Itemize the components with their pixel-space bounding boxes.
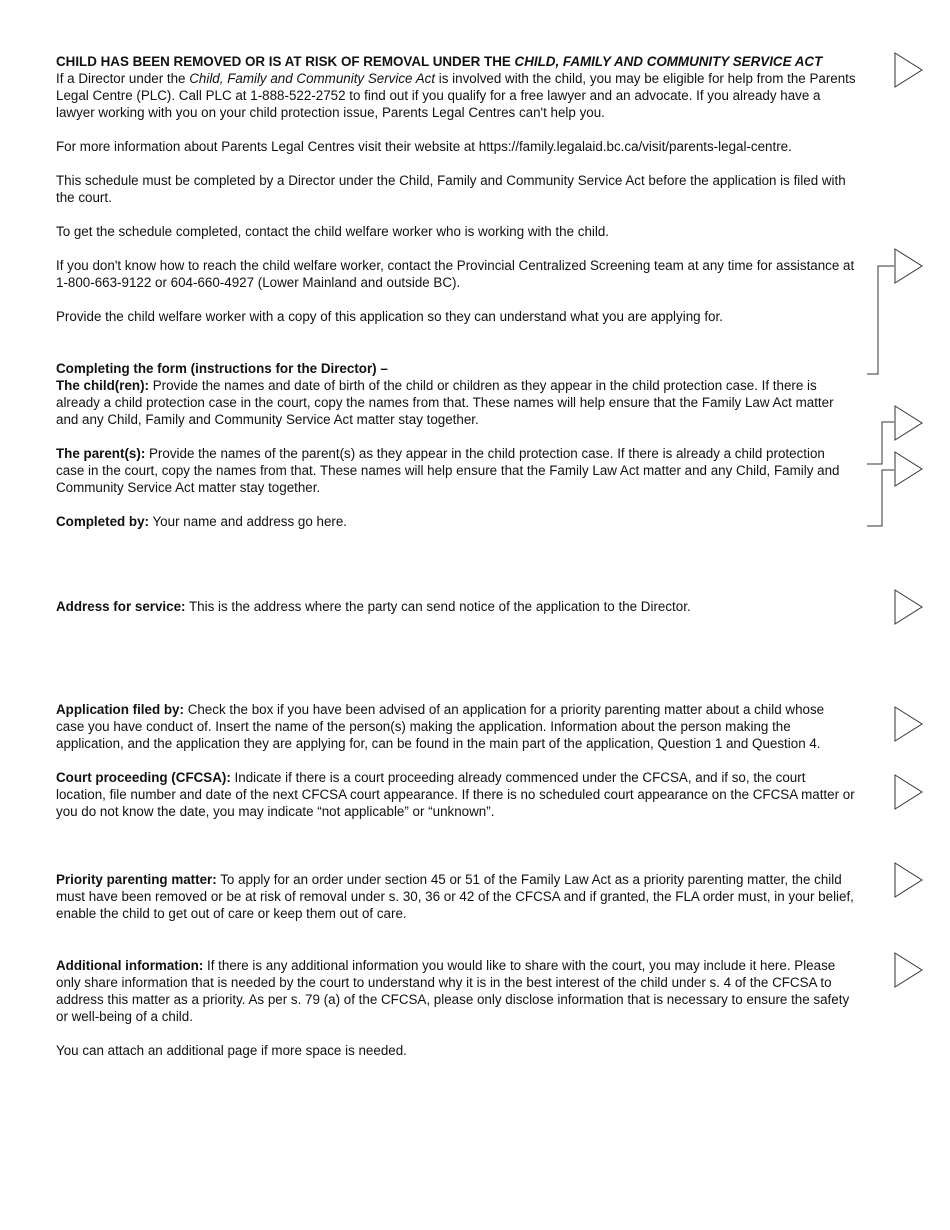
removal-section bbox=[56, 53, 856, 121]
completed-by-instructions: Completed by: Your name and address go here. bbox=[56, 514, 348, 529]
plc-website-text: For more information about Parents Legal Centres visit their website at https://family.legalaid.bc.ca/visit/parents-legal-centre. bbox=[56, 139, 792, 154]
address-for-service-instructions: Address for service: This is the address where the party can send notice of the application to the Director. bbox=[56, 599, 691, 614]
provide-copy-text: Provide the child welfare worker with a copy of this application so they can understand what you are applying for. bbox=[56, 309, 723, 324]
pointer-arrow-icon bbox=[894, 405, 924, 441]
attach-page-text: You can attach an additional page if more space is needed. bbox=[56, 1043, 407, 1058]
bracket-connector bbox=[866, 264, 896, 530]
pointer-arrow-icon bbox=[894, 952, 924, 988]
removal-intro: If a Director under the Child, Family and Community Service Act is involved with the child, you may be eligible for help from the Parents Legal Centre (PLC). Call PLC at 1-888-522-2752 to find out if you qualify for a free lawyer and an advocate. If you already have a lawyer working with you on your child protection issue, Parents Legal Centres can't help you. bbox=[56, 71, 856, 120]
priority-parenting-instructions: Priority parenting matter: To apply for an order under section 45 or 51 of the Family Law Act as a priority parenting matter, the child must have been removed or be at risk of removal under s. 30, 36 or 42 of the CFCSA and if granted, the FLA order must, in your belief, enable the child to get out of care or keep them out of care. bbox=[56, 872, 854, 921]
application-filed-by-instructions: Application filed by: Check the box if you have been advised of an application for a priority parenting matter about a child whose case you have conduct of. Insert the name of the person(s) making the application. Information about the person making the application, and the application they are applying for, can be found in the main part of the application, Question 1 and Question 4. bbox=[56, 702, 825, 751]
court-proceeding-instructions: Court proceeding (CFCSA): Indicate if there is a court proceeding already commenced under the CFCSA, and if so, the court location, file number and date of the next CFCSA court appearance. If there is no scheduled court appearance on the CFCSA matter or you do not know the date, you may indicate “not applicable” or “unknown”. bbox=[56, 770, 855, 819]
director-heading: Completing the form (instructions for the Director) – bbox=[56, 361, 388, 376]
pointer-arrow-icon bbox=[894, 248, 924, 284]
schedule-text: This schedule must be completed by a Director under the Child, Family and Community Service Act before the application is filed with the court. bbox=[56, 173, 846, 205]
parents-instructions: The parent(s): Provide the names of the parent(s) as they appear in the child protection case. If there is already a child protection case in the court, copy the names from that. These names will help ensure that the Family Law Act matter and any Child, Family and Community Service Act matter stay together. bbox=[56, 446, 840, 495]
pointer-arrow-icon bbox=[894, 589, 924, 625]
pointer-arrow-icon bbox=[894, 52, 924, 88]
pointer-arrow-icon bbox=[894, 862, 924, 898]
director-instructions bbox=[56, 360, 856, 428]
additional-information-instructions: Additional information: If there is any additional information you would like to share with the court, you may include it here. Please only share information that is needed by the court to understand why it is in the best interest of the child under s. 4 of the CFCSA to address this matter as a priority. As per s. 79 (a) of the CFCSA, please only disclose information that is necessary to ensure the safety or well-being of a child. bbox=[56, 958, 850, 1024]
pointer-arrow-icon bbox=[894, 451, 924, 487]
pointer-arrow-icon bbox=[894, 774, 924, 810]
contact-worker-text: To get the schedule completed, contact the child welfare worker who is working with the child. bbox=[56, 224, 610, 239]
screening-team-text: If you don't know how to reach the child welfare worker, contact the Provincial Centralized Screening team at any time for assistance at 1-800-663-9122 or 604-660-4927 (Lower Mainland and outside BC). bbox=[56, 258, 855, 290]
pointer-arrow-icon bbox=[894, 706, 924, 742]
children-instructions: The child(ren): Provide the names and date of birth of the child or children as they appear in the child protection case. If there is already a child protection case in the court, copy the names from that. These names will help ensure that the Family Law Act matter and any Child, Family and Community Service Act matter stay together. bbox=[56, 378, 834, 427]
removal-heading: CHILD HAS BEEN REMOVED OR IS AT RISK OF REMOVAL UNDER THE CHILD, FAMILY AND COMMUNITY SERVICE ACT bbox=[56, 54, 823, 69]
